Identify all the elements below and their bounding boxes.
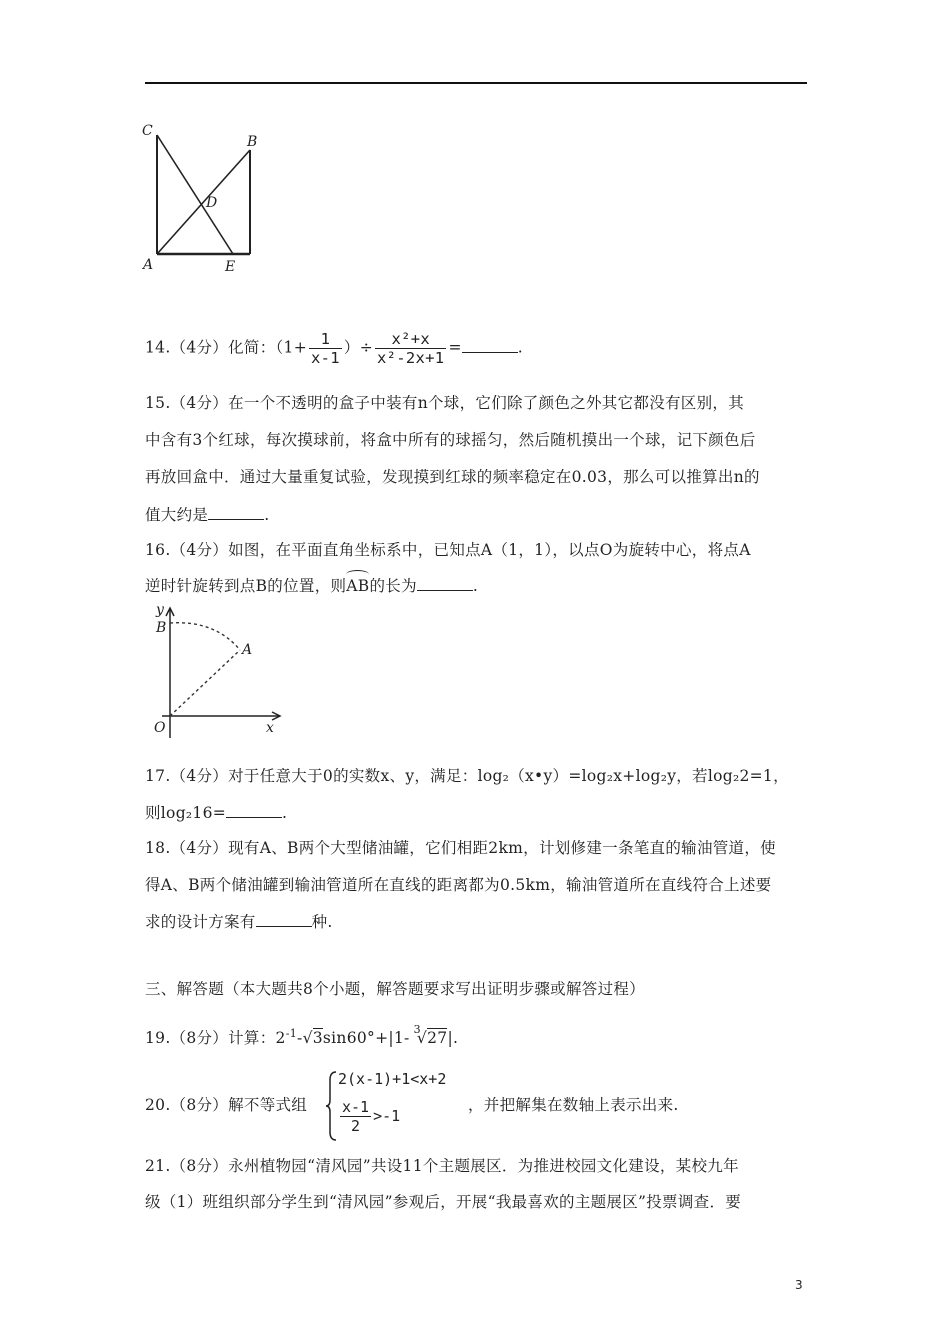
question-15-line-2: 中含有3个红球，每次摸球前，将盒中所有的球摇匀，然后随机摸出一个球，记下颜色后 xyxy=(145,431,756,449)
inequality-2: $\frac{x-1}{2}$ >-1 xyxy=(342,1098,401,1135)
label-O: O xyxy=(154,720,166,736)
inequality-1: 2(x-1)+1<x+2 xyxy=(338,1070,447,1088)
question-15-line-1: 15.（4分）在一个不透明的盒子中装有n个球，它们除了颜色之外其它都没有区别，其 xyxy=(145,394,744,412)
q17-answer-blank xyxy=(226,803,282,818)
question-15-line-3: 再放回盒中．通过大量重复试验，发现摸到红球的频率稳定在0.03，那么可以推算出n的 xyxy=(145,468,760,486)
section-heading: 三、解答题（本大题共8个小题，解答题要求写出证明步骤或解答过程） xyxy=(145,980,645,998)
q16-answer-blank xyxy=(417,576,473,591)
label-A: A xyxy=(242,642,253,658)
question-17-line-1: 17.（4分）对于任意大于0的实数x、y，满足：log₂（x•y）=log₂x+log₂y，若log₂2=1， xyxy=(145,767,789,785)
q14-mid: ）÷ xyxy=(343,338,374,357)
header-rule xyxy=(145,82,807,84)
q14-prefix: 14.（4分）化简：（1+ xyxy=(145,338,308,357)
cbrt-arg: 27 xyxy=(427,1029,448,1048)
question-17-line-2: 则log₂16= . xyxy=(145,804,288,822)
geometry-figure-rectangles xyxy=(138,118,268,278)
question-16-line-1: 16.（4分）如图，在平面直角坐标系中，已知点A（1，1），以点O为旋转中心，将点A xyxy=(145,541,751,559)
page-number: 3 xyxy=(795,1278,803,1292)
label-C: C xyxy=(142,123,153,139)
label-D: D xyxy=(206,195,218,211)
label-y: y xyxy=(156,602,164,618)
brace-icon xyxy=(324,1070,338,1142)
q14-fraction-2: $\frac{\text{x²+x}}{\text{x²-2x+1}}$ xyxy=(377,330,445,367)
question-18-line-1: 18.（4分）现有A、B两个大型储油罐，它们相距2km，计划修建一条笔直的输油管道，使 xyxy=(145,839,776,857)
label-A: A xyxy=(143,257,154,273)
question-21-line-1: 21.（8分）永州植物园“清风园”共设11个主题展区．为推进校园文化建设，某校九年 xyxy=(145,1157,739,1175)
question-20-prefix: 20.（8分）解不等式组 xyxy=(145,1096,308,1114)
question-18-line-3: 求的设计方案有 种. xyxy=(145,913,333,931)
q14-suffix: = xyxy=(448,338,462,357)
q14-fraction-1: $\frac{1}{x-1}$ xyxy=(311,330,340,367)
q18-answer-blank xyxy=(256,912,312,927)
question-21-line-2: 级（1）班组织部分学生到“清风园”参观后，开展“我最喜欢的主题展区”投票调查．要 xyxy=(145,1193,742,1211)
question-19: 19.（8分）计算：$2^{-1}-√3\sin 60^\circ+|1-$ $^3$√27|. xyxy=(145,1023,459,1048)
cbrt-index: 3 xyxy=(413,1023,421,1036)
label-x: x xyxy=(266,720,274,736)
question-18-line-2: 得A、B两个储油罐到输油管道所在直线的距离都为0.5km，输油管道所在直线符合上述要 xyxy=(145,876,772,894)
question-14: 14.（4分）化简：（1+ $\frac{1}{x-1}$ ）÷ $\frac{\text{x²+x}}{\text{x²-2x+1}}$ = . xyxy=(145,330,523,367)
question-20-suffix: ，并把解集在数轴上表示出来. xyxy=(468,1096,679,1114)
arc-ab: AB xyxy=(346,576,369,596)
q15-answer-blank xyxy=(208,505,264,520)
sqrt-arg: 3 xyxy=(312,1029,323,1048)
question-15-line-4: 值大约是 . xyxy=(145,506,270,524)
label-B: B xyxy=(247,134,258,150)
q14-answer-blank xyxy=(462,338,518,353)
question-16-line-2: 逆时针旋转到点B的位置，则 AB的长为 . xyxy=(145,576,478,596)
coordinate-figure xyxy=(140,598,290,743)
label-E: E xyxy=(225,259,236,275)
label-B: B xyxy=(156,620,167,636)
